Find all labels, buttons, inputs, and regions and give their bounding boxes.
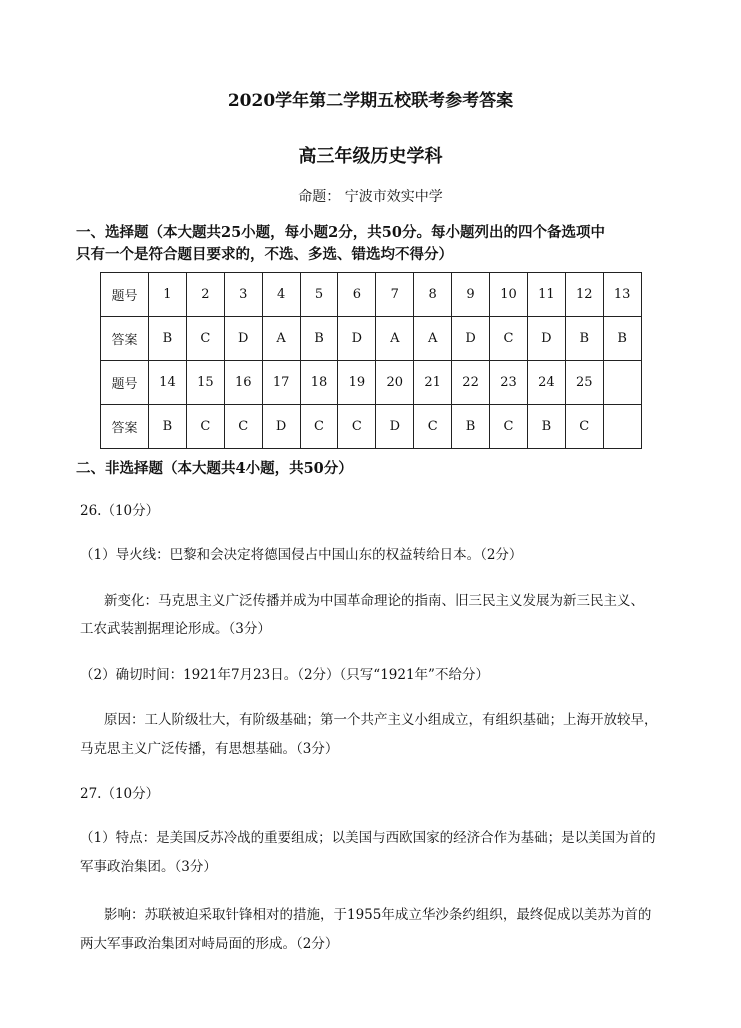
author-line: 命题： 宁波市效实中学 [298,189,443,205]
table-cell: C [565,405,603,449]
table-row [101,273,642,317]
table-cell: B [300,317,338,361]
table-cell: D [224,317,262,361]
table-cell: 5 [300,273,338,317]
q26-label: 26.（10分） [80,503,160,519]
table-row [101,405,642,449]
table-cell: B [149,317,187,361]
row-header-cell: 答案 [101,405,149,449]
table-cell: D [376,405,414,449]
table-cell: 2 [186,273,224,317]
table-cell: D [452,317,490,361]
table-cell: 11 [527,273,565,317]
table-cell: 23 [490,361,528,405]
table-cell: B [565,317,603,361]
table-cell: 15 [186,361,224,405]
table-cell: 14 [149,361,187,405]
section2-heading: 二、非选择题（本大题共4小题，共50分） [76,460,353,477]
table-cell: B [527,405,565,449]
q27-p1-line2: 军事政治集团。（3分） [80,859,217,875]
q26-p3: （2）确切时间：1921年7月23日。（2分）（只写“1921年”不给分） [80,667,489,683]
row-header-cell: 题号 [101,361,149,405]
table-cell: 16 [224,361,262,405]
table-cell: 10 [490,273,528,317]
section1-heading-line2: 只有一个是符合题目要求的，不选、多选、错选均不得分） [76,246,453,263]
page-title: 2020学年第二学期五校联考参考答案 [227,91,514,111]
table-cell: C [490,317,528,361]
table-cell: B [603,317,641,361]
table-cell [603,361,641,405]
table-cell: C [186,317,224,361]
table-cell: 9 [452,273,490,317]
q26-p4-line1: 原因：工人阶级壮大，有阶级基础；第一个共产主义小组成立，有组织基础；上海开放较早， [104,712,658,728]
table-cell: 1 [149,273,187,317]
table-cell: 21 [414,361,452,405]
table-cell: 25 [565,361,603,405]
table-cell: 20 [376,361,414,405]
q27-p2-line1: 影响：苏联被迫采取针锋相对的措施，于1955年成立华沙条约组织，最终促成以美苏为首的 [104,907,652,923]
table-cell: C [338,405,376,449]
answer-table [100,272,642,449]
table-cell: 17 [262,361,300,405]
table-cell: 4 [262,273,300,317]
q26-p2-line1: 新变化：马克思主义广泛传播并成为中国革命理论的指南、旧三民主义发展为新三民主义、 [104,593,644,609]
table-cell [603,405,641,449]
table-cell: 7 [376,273,414,317]
page-subtitle: 高三年级历史学科 [298,146,443,167]
q27-p1-line1: （1）特点：是美国反苏冷战的重要组成；以美国与西欧国家的经济合作为基础；是以美国为首的 [80,830,656,846]
table-cell: C [186,405,224,449]
table-row [101,317,642,361]
table-cell: B [149,405,187,449]
table-cell: D [262,405,300,449]
table-cell: D [527,317,565,361]
table-cell: 13 [603,273,641,317]
table-cell: 22 [452,361,490,405]
table-row [101,361,642,405]
table-cell: C [224,405,262,449]
q27-label: 27.（10分） [80,786,160,802]
table-cell: 19 [338,361,376,405]
table-cell: 12 [565,273,603,317]
q27-p2-line2: 两大军事政治集团对峙局面的形成。（2分） [80,936,339,952]
table-cell: 24 [527,361,565,405]
q26-p2-line2: 工农武装割据理论形成。（3分） [80,621,271,637]
table-cell: A [376,317,414,361]
table-cell: D [338,317,376,361]
table-cell: C [490,405,528,449]
q26-p1: （1）导火线：巴黎和会决定将德国侵占中国山东的权益转给日本。（2分） [80,547,523,563]
q26-p4-line2: 马克思主义广泛传播，有思想基础。（3分） [80,741,339,757]
table-cell: A [262,317,300,361]
row-header-cell: 答案 [101,317,149,361]
table-cell: 3 [224,273,262,317]
table-cell: C [414,405,452,449]
table-cell: B [452,405,490,449]
table-cell: 18 [300,361,338,405]
table-cell: 6 [338,273,376,317]
row-header-cell: 题号 [101,273,149,317]
table-cell: A [414,317,452,361]
section1-heading-line1: 一、选择题（本大题共25小题，每小题2分，共50分。每小题列出的四个备选项中 [76,224,605,241]
table-cell: C [300,405,338,449]
table-cell: 8 [414,273,452,317]
